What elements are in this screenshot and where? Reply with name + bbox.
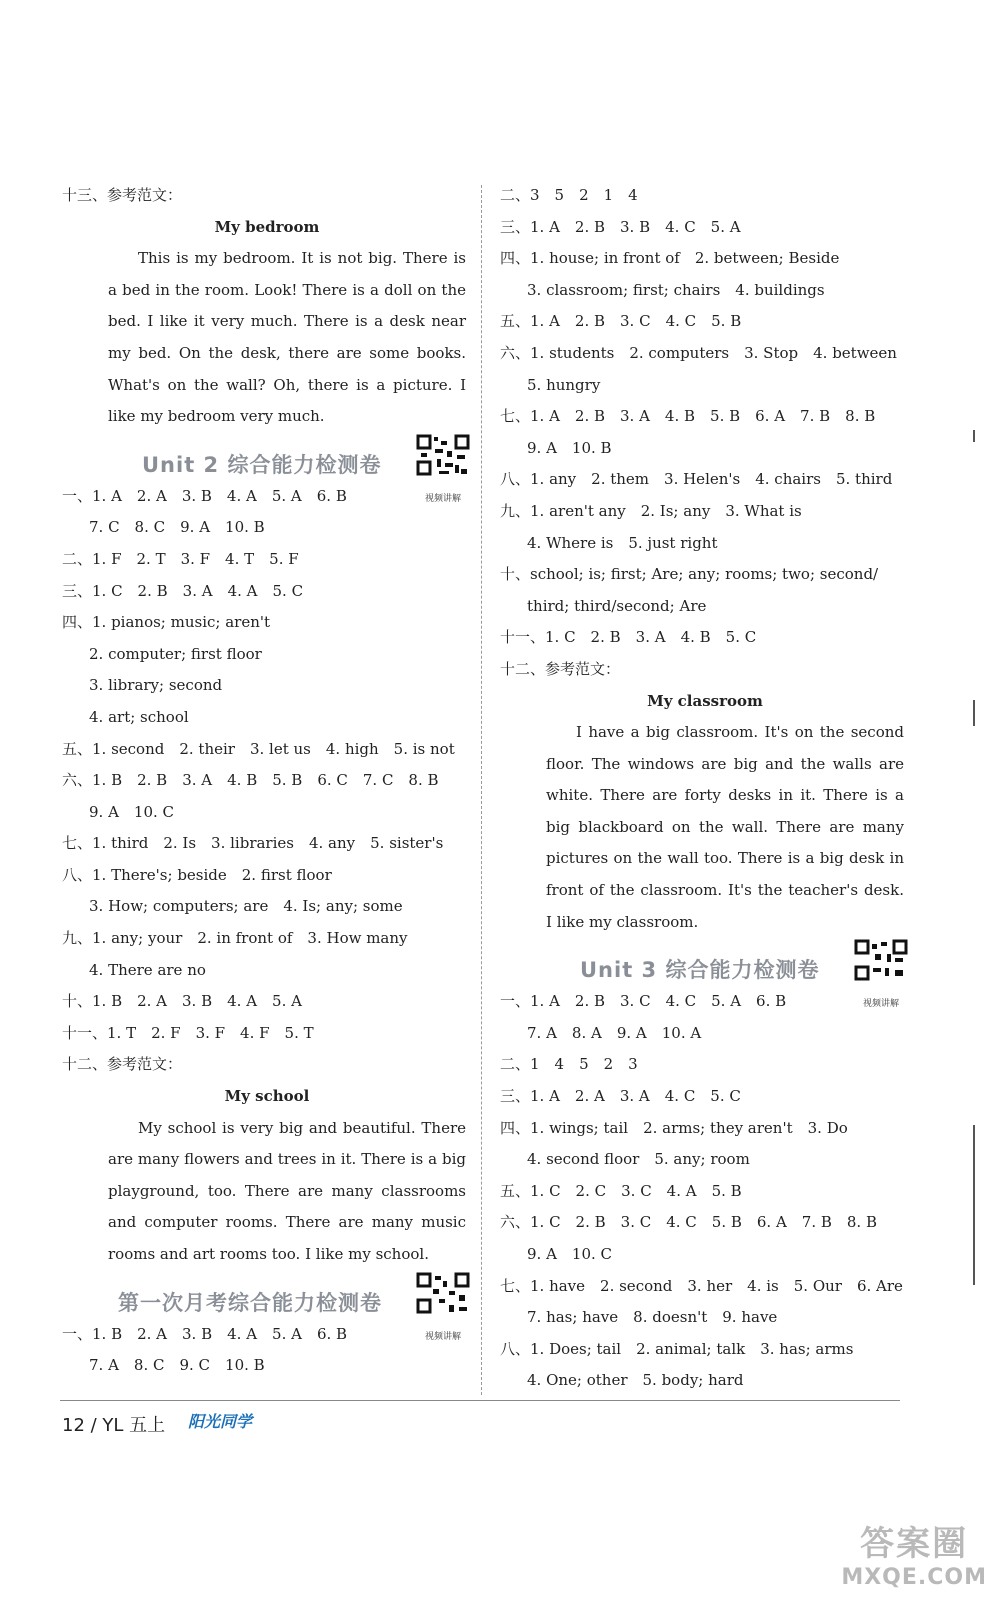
qr-caption: 视频讲解 <box>424 493 461 504</box>
answer-line: 八、1. any 2. them 3. Helen's 4. chairs 5. third <box>500 470 893 489</box>
answer-line: 7. A 8. C 9. C 10. B <box>89 1356 265 1375</box>
answer-line: 九、1. any; your 2. in front of 3. How many <box>62 929 408 948</box>
answer-line: 十、school; is; first; Are; any; rooms; two; second/ <box>500 565 879 584</box>
answer-line: 三、1. C 2. B 3. A 4. A 5. C <box>62 581 304 600</box>
answer-line: 六、1. students 2. computers 3. Stop 4. between <box>500 343 897 362</box>
column-divider <box>481 185 482 1395</box>
answer-line: 7. has; have 8. doesn't 9. have <box>527 1308 778 1327</box>
answer-line: 七、1. A 2. B 3. A 4. B 5. B 6. A 7. B 8. B <box>500 407 876 426</box>
answer-line: 六、1. C 2. B 3. C 4. C 5. B 6. A 7. B 8. B <box>500 1213 877 1232</box>
section-title: Unit 3 综合能力检测卷 <box>580 958 820 983</box>
answer-line: 9. A 10. C <box>89 802 175 821</box>
answer-line: third; third/second; Are <box>527 596 707 615</box>
answer-line: 4. One; other 5. body; hard <box>527 1371 744 1390</box>
answer-line: 9. A 10. C <box>527 1245 613 1263</box>
watermark-url: MXQE.COM <box>841 1565 987 1590</box>
answer-line: 3. How; computers; are 4. Is; any; some <box>89 897 403 916</box>
qr-code[interactable] <box>414 433 472 505</box>
scan-mark <box>973 430 975 442</box>
answer-line: 5. hungry <box>527 375 601 394</box>
answer-line: 二、3 5 2 1 4 <box>500 186 638 204</box>
qr-code[interactable] <box>852 938 910 1010</box>
answer-line: 4. second floor 5. any; room <box>527 1150 750 1169</box>
answer-line: 7. A 8. A 9. A 10. A <box>527 1023 702 1042</box>
answer-line: 4. art; school <box>89 707 189 726</box>
qr-icon <box>853 938 909 982</box>
qr-icon <box>415 433 471 477</box>
answer-line: 七、1. third 2. Is 3. libraries 4. any 5. sister's <box>62 834 444 853</box>
qr-icon <box>415 1271 471 1315</box>
section-title: 第一次月考综合能力检测卷 <box>118 1290 382 1315</box>
qr-caption: 视频讲解 <box>862 999 899 1010</box>
answer-line: 五、1. second 2. their 3. let us 4. high 5. is not <box>62 739 455 758</box>
answer-line: 一、1. A 2. A 3. B 4. A 5. A 6. B <box>62 486 347 505</box>
answer-line: 3. library; second <box>89 676 223 695</box>
section-title: Unit 2 综合能力检测卷 <box>142 452 382 477</box>
answer-line: 八、1. Does; tail 2. animal; talk 3. has; arms <box>500 1339 854 1358</box>
brand-logo: 阳光同学 <box>188 1412 253 1431</box>
answer-line: 七、1. have 2. second 3. her 4. is 5. Our 6. Are <box>500 1276 903 1295</box>
essay-text: This is my bedroom. It is not big. There is a bed in the room. Look! There is a doll on the bed. I like it very much. There is a desk near my bed. On the desk, there are some books. What's on the wall? Oh, there is a picture. I like my bedroom very much. <box>108 249 466 426</box>
answer-line: 二、1 4 5 2 3 <box>500 1055 638 1074</box>
answer-line: 三、1. A 2. A 3. A 4. C 5. C <box>500 1087 741 1106</box>
answer-line: 十二、参考范文： <box>62 1055 183 1074</box>
page-number: 12 / YL 五上 <box>62 1415 166 1436</box>
watermark-text: 答案圈 <box>860 1524 969 1564</box>
answer-line: 一、1. A 2. B 3. C 4. C 5. A 6. B <box>500 992 787 1011</box>
scan-mark <box>973 1125 975 1285</box>
answer-line: 十、1. B 2. A 3. B 4. A 5. A <box>62 992 302 1011</box>
qr-caption: 视频讲解 <box>424 1331 461 1342</box>
answer-line: 四、1. house; in front of 2. between; Beside <box>500 249 840 268</box>
essay-label: 十三、参考范文： <box>62 186 183 204</box>
answer-line: 十二、参考范文： <box>500 659 621 678</box>
essay-title: My classroom <box>647 691 763 710</box>
answer-line: 八、1. There's; beside 2. first floor <box>62 865 332 884</box>
left-column <box>62 180 472 1382</box>
essay-title: My bedroom <box>214 217 320 236</box>
answer-line: 六、1. B 2. B 3. A 4. B 5. B 6. C 7. C 8. B <box>62 771 439 790</box>
answer-line: 7. C 8. C 9. A 10. B <box>89 518 265 537</box>
scan-mark <box>973 700 975 726</box>
answer-line: 五、1. A 2. B 3. C 4. C 5. B <box>500 312 742 331</box>
essay-text: I have a big classroom. It's on the second floor. The windows are big and the walls are white. There are forty desks in it. There is a big blackboard on the wall. There are many pictures on the wall too. There is a big desk in front of the classroom. It's the teacher's desk. I like my classroom. <box>546 723 904 931</box>
page-footer <box>60 1400 900 1439</box>
essay-title: My school <box>224 1087 310 1106</box>
answer-line: 五、1. C 2. C 3. C 4. A 5. B <box>500 1181 742 1200</box>
answer-line: 三、1. A 2. B 3. B 4. C 5. A <box>500 217 741 236</box>
qr-code[interactable] <box>414 1271 472 1343</box>
answer-line: 2. computer; first floor <box>89 644 262 663</box>
answer-line: 3. classroom; first; chairs 4. buildings <box>527 280 825 299</box>
answer-line: 十一、1. C 2. B 3. A 4. B 5. C <box>500 628 757 647</box>
answer-line: 四、1. pianos; music; aren't <box>62 613 271 632</box>
watermark <box>841 1516 987 1590</box>
answer-line: 二、1. F 2. T 3. F 4. T 5. F <box>62 549 299 568</box>
answer-line: 9. A 10. B <box>527 438 612 457</box>
answer-line: 九、1. aren't any 2. Is; any 3. What is <box>500 501 802 520</box>
answer-line: 4. There are no <box>89 960 206 979</box>
answer-line: 一、1. B 2. A 3. B 4. A 5. A 6. B <box>62 1324 348 1343</box>
essay-text: My school is very big and beautiful. There are many flowers and trees in it. There is a big playground, too. There are many classrooms and computer rooms. There are many music rooms and art rooms too. I like my school. <box>108 1118 466 1263</box>
right-column <box>500 180 910 1397</box>
answer-line: 十一、1. T 2. F 3. F 4. F 5. T <box>62 1023 314 1042</box>
answer-line: 四、1. wings; tail 2. arms; they aren't 3. Do <box>500 1118 848 1137</box>
answer-line: 4. Where is 5. just right <box>527 533 718 552</box>
